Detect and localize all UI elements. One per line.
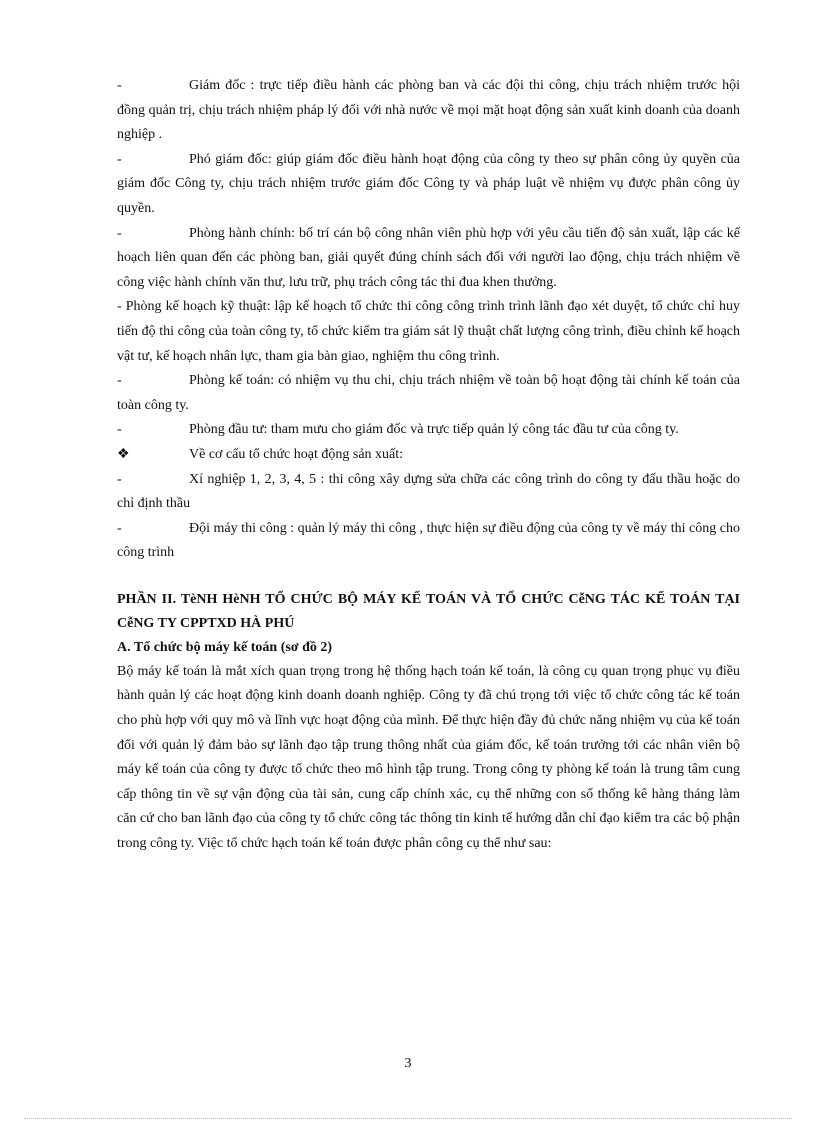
part-heading: PHẦN II. TèNH HèNH TỔ CHỨC BỘ MÁY KẾ TOÁN VÀ TỔ CHỨC CễNG TÁC KẾ TOÁN TẠI CễNG TY CPPTXD HÀ PHÚ (117, 591, 740, 631)
list-item-text: Xí nghiệp 1, 2, 3, 4, 5 : thi công xây dựng sửa chữa các công trình do công ty đấu thầu hoặc do chỉ định thầu (117, 471, 740, 512)
list-marker: - (117, 78, 122, 93)
list-item (117, 443, 740, 468)
list-item-text: Đội máy thi công : quản lý máy thi công , thực hiện sự điều động của công ty về máy thi công cho công trình (117, 520, 740, 561)
spacer (117, 566, 740, 588)
list-item (117, 517, 740, 566)
list-marker: - (117, 422, 122, 438)
list-item-text: - Phòng kế hoạch kỹ thuật: lập kế hoạch tổ chức thi công công trình trình lãnh đạo xét duyệt, tổ chức chỉ huy tiến độ thi công của toàn công ty, tổ chức kiểm tra giám sát lỹ thuật chất lượng công trình, điều chỉnh kế hoạch vật tư, kế hoạch nhân lực, tham gia bàn giao, nghiệm thu công trình. (117, 299, 740, 364)
list-item (117, 148, 740, 222)
body-paragraph: Bộ máy kế toán là mắt xích quan trọng trong hệ thống hạch toán kế toán, là công cụ quan trọng phục vụ điều hành quản lý các hoạt động kinh doanh doanh nghiệp. Công ty đã chú trọng tới việc tổ chức công tác kế toán cho phù hợp với quy mô và lĩnh vực hoạt động của mình. Để thực hiện đầy đủ chức năng nhiệm vụ của kế toán đối với quản lý đảm bảo sự lãnh đạo tập trung thông nhất của giám đốc, kế toán trưởng tới các nhân viên bộ máy kế toán của công ty được tổ chức theo mô hình tập trung. Trong công ty phòng kế toán là trung tâm cung cấp thông tin về sự vận động của tài sản, cung cấp chính xác, cụ thể những con số thống kê hàng tháng làm căn cứ cho ban lãnh đạo của công ty tổ chức công tác thông tin kinh tế hướng dẫn chỉ đạo kiểm tra các bộ phận trong công ty. Việc tổ chức hạch toán kế toán được phân công cụ thể như sau: (117, 663, 740, 852)
footer-divider (24, 1118, 792, 1119)
list-marker: - (117, 225, 122, 241)
list-item-text: Phòng kế toán: có nhiệm vụ thu chi, chịu trách nhiệm về toàn bộ hoạt động tài chính kế toán của toàn công ty. (117, 373, 740, 413)
list-item (117, 418, 740, 443)
list-item (117, 295, 740, 369)
list-item-text: Giám đốc : trực tiếp điều hành các phòng ban và các đội thi công, chịu trách nhiệm trước hội đồng quản trị, chịu trách nhiệm pháp lý đối với nhà nước về mọi mặt hoạt động sản xuất kinh doanh của doanh nghiệp . (117, 78, 740, 143)
list-marker: - (117, 471, 122, 487)
list-item-text: Phó giám đốc: giúp giám đốc điều hành hoạt động của công ty theo sự phân công ủy quyền của giám đốc Công ty, chịu trách nhiệm trước giám đốc Công ty và pháp luật về nhiệm vụ được phân công ủy quyền. (117, 151, 740, 216)
section-heading: A. Tổ chức bộ máy kế toán (sơ đồ 2) (117, 639, 333, 655)
list-marker: - (117, 520, 122, 536)
list-item (117, 74, 740, 148)
list-item (117, 369, 740, 418)
list-marker: - (117, 373, 122, 389)
list-item-text: Phòng hành chính: bố trí cán bộ công nhân viên phù hợp với yêu cầu tiến độ sản xuất, lập các kế hoạch liên quan đến các phòng ban, giải quyết đúng chính sách đối với người lao động, chịu trách nhiệm về công việc hành chính văn thư, lưu trữ, phụ trách công tác thi đua khen thưởng. (117, 225, 740, 290)
diamond-bullet-icon: ❖ (117, 446, 130, 462)
list-item (117, 222, 740, 296)
list-item-text: Về cơ cấu tổ chức hoạt động sản xuất: (189, 446, 404, 462)
page-number: 3 (404, 1056, 412, 1071)
list-marker: - (117, 151, 122, 167)
list-item-text: Phòng đầu tư: tham mưu cho giám đốc và trực tiếp quản lý công tác đầu tư của công ty. (189, 422, 679, 438)
list-item (117, 468, 740, 517)
document-page (117, 74, 740, 857)
